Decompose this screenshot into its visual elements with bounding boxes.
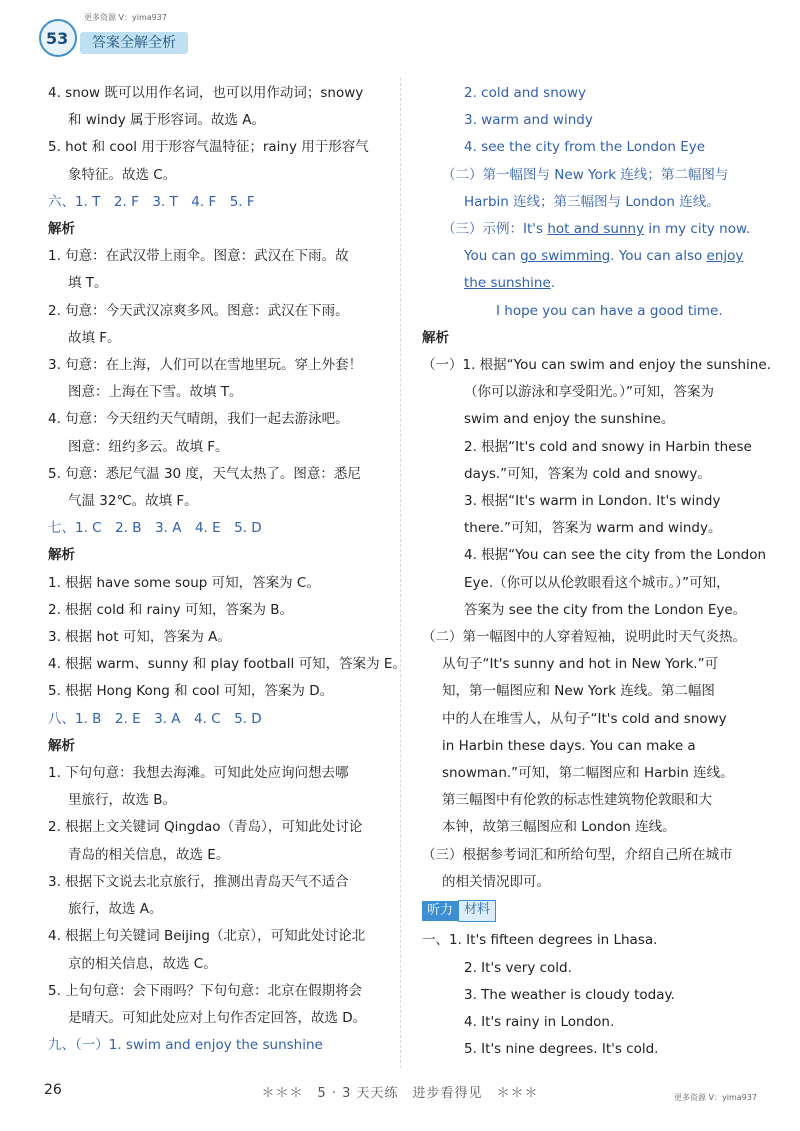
text-line: （三）根据参考词汇和所给句型，介绍自己所在城市 (422, 846, 733, 863)
text-line: 第三幅图中有伦敦的标志性建筑物伦敦眼和大 (442, 792, 712, 809)
text-line: 3. The weather is cloudy today. (464, 986, 675, 1003)
text-line: 解析 (48, 737, 75, 754)
text-line: 4. 句意：今天纽约天气晴朗，我们一起去游泳吧。 (48, 411, 349, 428)
text-line: in Harbin these days. You can make a (442, 737, 696, 754)
footer-slogan: ＊＊＊ 5 · 3 天天练 进步看得见 ＊＊＊ (261, 1086, 539, 1101)
text-line: 答案为 see the city from the London Eye。 (464, 601, 747, 618)
text-line: 六、1. T 2. F 3. T 4. F 5. F (48, 193, 255, 210)
text-line: 3. 句意：在上海，人们可以在雪地里玩。穿上外套！ (48, 357, 363, 374)
text-line: 一、1. It's fifteen degrees in Lhasa. (422, 932, 658, 949)
text-line: 填 T。 (68, 275, 108, 292)
text-line: 图意：纽约多云。故填 F。 (68, 438, 229, 455)
text-line: （你可以游泳和享受阳光。）”可知，答案为 (464, 384, 714, 401)
text-line: 青岛的相关信息，故选 E。 (68, 846, 230, 863)
text-line: 1. 句意：在武汉带上雨伞。图意：武汉在下雨。故 (48, 248, 349, 265)
text-line: 3. 根据“It's warm in London. It's windy (464, 493, 721, 510)
text-line: 5. 句意：悉尼气温 30 度，天气太热了。图意：悉尼 (48, 465, 361, 482)
left-column (48, 80, 406, 1059)
text-line: 从句子“It's sunny and hot in New York.”可 (442, 656, 719, 673)
text-line: 4. 根据上句关键词 Beijing（北京），可知此处讨论北 (48, 928, 366, 945)
svg-text:53: 53 (46, 29, 69, 48)
example-line-2: You can go swimming. You can also enjoy (464, 248, 744, 265)
text-line: 象特征。故选 C。 (68, 166, 177, 183)
text-line: 气温 32℃。故填 F。 (68, 493, 198, 510)
text-line: 解析 (48, 221, 75, 238)
text-line: 4. 根据“You can see the city from the London (464, 547, 767, 564)
text-line: 1. 根据 have some soup 可知，答案为 C。 (48, 574, 320, 591)
text-line: 故填 F。 (68, 329, 121, 346)
text-line: 2. 根据“It's cold and snowy in Harbin these (464, 438, 752, 455)
text-line: 中的人在堆雪人，从句子“It's cold and snowy (442, 710, 727, 727)
example-line-4: I hope you can have a good time. (496, 302, 723, 319)
text-line: 2. 根据 cold 和 rainy 可知，答案为 B。 (48, 601, 294, 618)
text-line: 八、1. B 2. E 3. A 4. C 5. D (48, 710, 262, 727)
text-line: 4. snow 既可以用作名词，也可以用作动词；snowy (48, 85, 364, 101)
text-line: （二）第一幅图与 New York 连线；第二幅图与 (442, 166, 729, 183)
text-line: 2. cold and snowy (464, 85, 587, 101)
text-line: 1. 下句句意：我想去海滩。可知此处应询问想去哪 (48, 765, 349, 782)
text-line: （一）1. 根据“You can swim and enjoy the sunshine. (422, 357, 771, 374)
text-line: snowman.”可知，第二幅图应和 Harbin 连线。 (442, 765, 734, 782)
text-line: 5. It's nine degrees. It's cold. (464, 1041, 659, 1058)
text-line: 3. 根据 hot 可知，答案为 A。 (48, 629, 231, 646)
text-line: swim and enjoy the sunshine。 (464, 411, 675, 428)
text-line: 4. see the city from the London Eye (464, 139, 706, 156)
text-line: 4. It's rainy in London. (464, 1013, 615, 1030)
text-line: 旅行，故选 A。 (68, 901, 163, 918)
text-line: （二）第一幅图中的人穿着短袖，说明此时天气炎热。 (422, 629, 746, 646)
text-line: 3. warm and windy (464, 112, 593, 129)
text-line: Harbin 连线；第三幅图与 London 连线。 (464, 193, 720, 210)
listening-tag: 听力 (422, 901, 458, 921)
text-line: 里旅行，故选 B。 (68, 792, 177, 809)
material-tag: 材料 (458, 900, 496, 922)
text-line: 图意：上海在下雪。故填 T。 (68, 384, 243, 401)
text-line: 2. 根据上文关键词 Qingdao（青岛），可知此处讨论 (48, 819, 363, 836)
text-line: 七、1. C 2. B 3. A 4. E 5. D (48, 520, 262, 537)
text-line: there.”可知，答案为 warm and windy。 (464, 520, 722, 537)
header-banner: 答案全解全析 (80, 32, 188, 54)
header-small-text: 更多资源 V：yima937 (84, 13, 167, 22)
text-line: 解析 (422, 329, 449, 346)
text-line: 解析 (48, 547, 75, 564)
column-divider (400, 78, 401, 1068)
text-line: 5. 根据 Hong Kong 和 cool 可知，答案为 D。 (48, 683, 334, 700)
text-line: 3. 根据下文说去北京旅行，推测出青岛天气不适合 (48, 873, 349, 890)
text-line: 和 windy 属于形容词。故选 A。 (68, 112, 266, 129)
text-line: Eye.（你可以从伦敦眼看这个城市。）”可知， (464, 574, 730, 591)
text-line: 是晴天。可知此处应对上句作否定回答，故选 D。 (68, 1009, 367, 1026)
listening-material-tag (422, 898, 760, 925)
footer-small-text: 更多资源 V：yima937 (674, 1093, 757, 1102)
text-line: 京的相关信息，故选 C。 (68, 955, 217, 972)
5-3-tiantianlian-logo-icon (38, 18, 78, 58)
text-line: 2. 句意：今天武汉凉爽多风。图意：武汉在下雨。 (48, 302, 349, 319)
page-header (38, 10, 338, 60)
text-line: 本钟，故第三幅图应和 London 连线。 (442, 819, 676, 836)
text-line: days.”可知，答案为 cold and snowy。 (464, 465, 711, 482)
right-column (422, 80, 771, 1063)
text-line: 5. 上句句意：会下雨吗？下句句意：北京在假期将会 (48, 982, 363, 999)
text-line: 5. hot 和 cool 用于形容气温特征；rainy 用于形容气 (48, 139, 369, 156)
example-line-1: （三）示例：It's hot and sunny in my city now. (442, 221, 751, 238)
text-line: 4. 根据 warm、sunny 和 play football 可知，答案为 E。 (48, 656, 406, 673)
page-number: 26 (44, 1082, 62, 1098)
text-line: 九、（一）1. swim and enjoy the sunshine (48, 1037, 323, 1054)
example-line-3: the sunshine. (464, 275, 556, 292)
text-line: 知，第一幅图应和 New York 连线。第二幅图 (442, 683, 715, 700)
text-line: 2. It's very cold. (464, 959, 572, 976)
text-line: 的相关情况即可。 (442, 873, 550, 890)
